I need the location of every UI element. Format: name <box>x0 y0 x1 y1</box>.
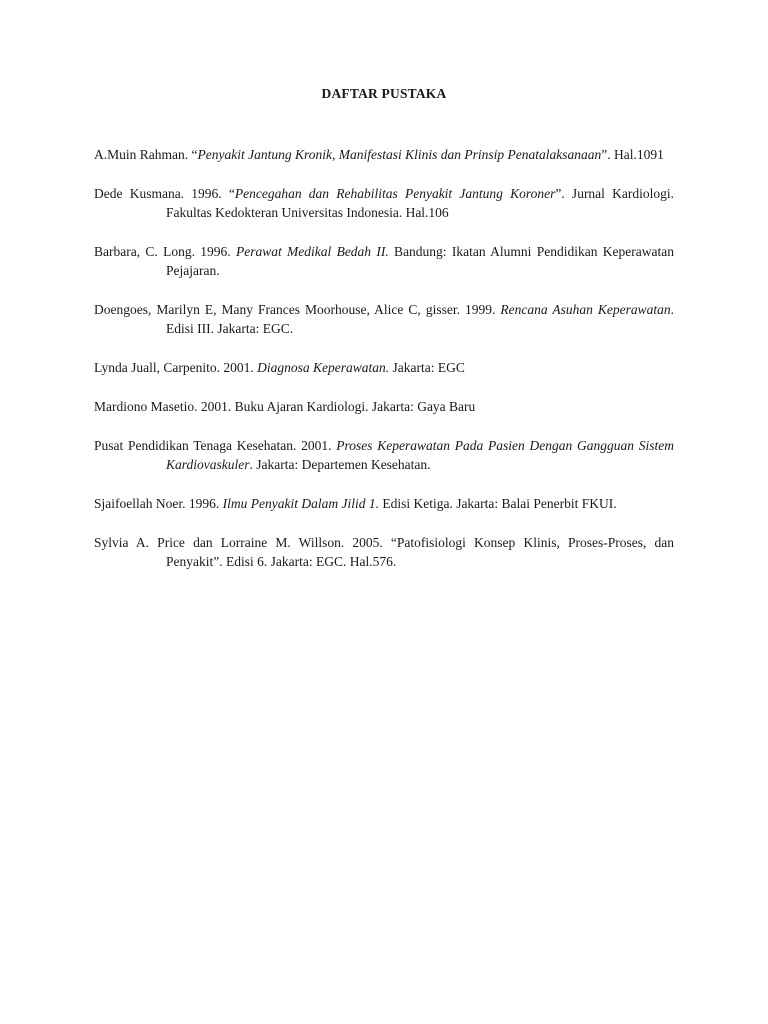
reference-text: A.Muin Rahman. “ <box>94 147 198 162</box>
reference-entry <box>94 145 674 164</box>
reference-title: Proses Keperawatan Pada Pasien Dengan Gangguan Sistem Kardiovaskuler <box>166 438 674 472</box>
reference-text: Mardiono Masetio. 2001. Buku Ajaran Kardiologi. Jakarta: Gaya Baru <box>94 399 476 414</box>
reference-title: Diagnosa Keperawatan. <box>257 360 390 375</box>
reference-entry <box>94 533 674 571</box>
reference-text: Sylvia A. Price dan Lorraine M. Willson. 2005. “Patofisiologi Konsep Klinis, Proses-Proses, dan Penyakit”. Edisi 6. Jakarta: EGC. Hal.576. <box>94 535 674 569</box>
reference-text: Dede Kusmana. 1996. “ <box>94 186 235 201</box>
reference-title: Rencana Asuhan Keperawatan <box>500 302 671 317</box>
reference-text: Doengoes, Marilyn E, Many Frances Moorhouse, Alice C, gisser. 1999. <box>94 302 501 317</box>
reference-entry <box>94 242 674 280</box>
reference-entry <box>94 300 674 338</box>
reference-text: . Jakarta: Departemen Kesehatan. <box>249 457 431 472</box>
reference-list <box>94 145 674 591</box>
reference-text: Pusat Pendidikan Tenaga Kesehatan. 2001. <box>94 438 337 453</box>
reference-title: Penyakit Jantung Kronik, Manifestasi Klinis dan Prinsip Penatalaksanaan <box>197 147 602 162</box>
reference-title: Perawat Medikal Bedah II. <box>235 244 389 259</box>
reference-text: Jakarta: EGC <box>389 360 465 375</box>
reference-text: Lynda Juall, Carpenito. 2001. <box>94 360 258 375</box>
reference-entry <box>94 397 674 416</box>
reference-entry <box>94 184 674 222</box>
reference-text: . Edisi III. Jakarta: EGC. <box>166 302 674 336</box>
reference-title: Ilmu Penyakit Dalam Jilid 1. <box>222 496 379 511</box>
reference-text: Bandung: Ikatan Alumni Pendidikan Keperawatan Pejajaran. <box>166 244 674 278</box>
reference-entry <box>94 358 674 377</box>
reference-text: ”. Jurnal Kardiologi. Fakultas Kedokteran Universitas Indonesia. Hal.106 <box>166 186 675 220</box>
reference-text: ”. Hal.1091 <box>601 147 664 162</box>
page-title: DAFTAR PUSTAKA <box>321 86 447 101</box>
reference-title: Pencegahan dan Rehabilitas Penyakit Jantung Koroner <box>234 186 556 201</box>
reference-text: Barbara, C. Long. 1996. <box>94 244 236 259</box>
reference-text: Sjaifoellah Noer. 1996. <box>94 496 223 511</box>
reference-text: Edisi Ketiga. Jakarta: Balai Penerbit FKUI. <box>378 496 617 511</box>
reference-entry <box>94 494 674 513</box>
reference-entry <box>94 436 674 474</box>
